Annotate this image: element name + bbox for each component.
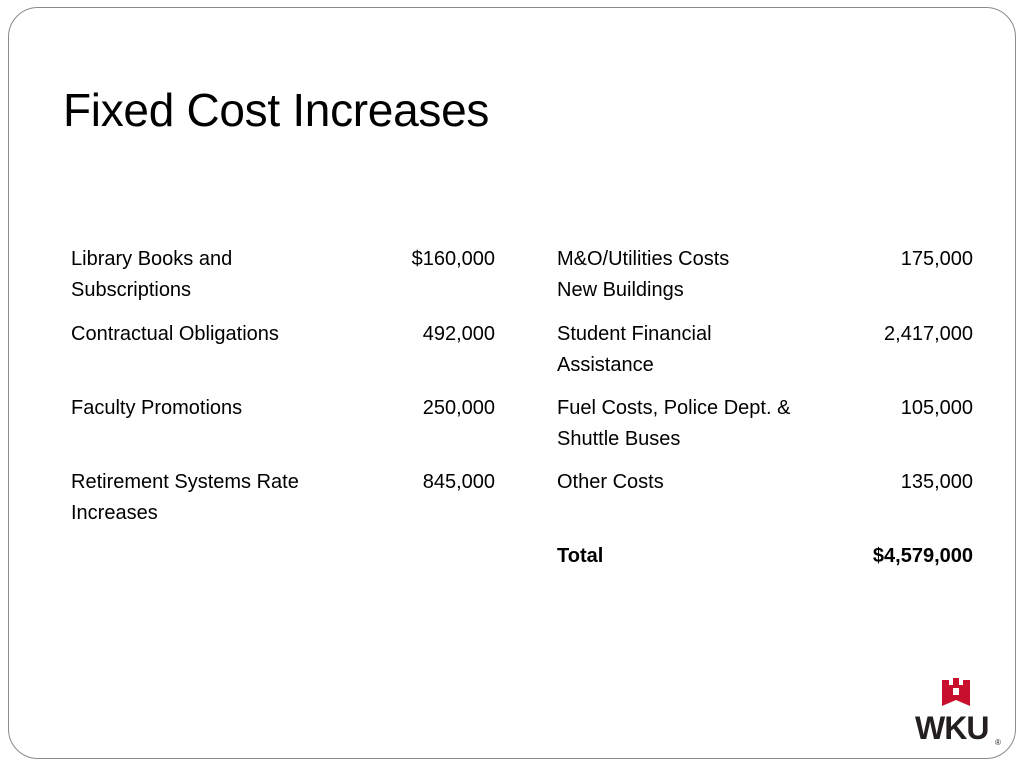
table-row — [557, 393, 973, 467]
cost-amount: 845,000 — [422, 471, 495, 493]
table-row — [557, 319, 973, 393]
wku-logo — [915, 674, 1001, 750]
cost-label: Student Financial Assistance — [557, 323, 712, 376]
table-row — [71, 467, 495, 541]
cost-table-left — [71, 244, 495, 541]
slide-title: Fixed Cost Increases — [63, 84, 490, 136]
cost-amount: $160,000 — [411, 248, 495, 270]
cost-label: Library Books and Subscriptions — [71, 248, 233, 301]
cost-amount: 175,000 — [900, 248, 973, 270]
table-row — [71, 393, 495, 467]
total-row — [557, 541, 973, 572]
cost-label: Faculty Promotions — [71, 397, 243, 419]
table-row — [557, 467, 973, 541]
cost-amount: 105,000 — [900, 397, 973, 419]
red-towel-icon — [915, 674, 1001, 710]
total-amount: $4,579,000 — [872, 545, 973, 567]
table-row — [71, 319, 495, 393]
cost-label: M&O/Utilities Costs New Buildings — [557, 248, 730, 301]
cost-label: Contractual Obligations — [71, 323, 279, 345]
table-row — [557, 244, 973, 319]
wku-wordmark: WKU — [915, 710, 989, 746]
total-label: Total — [557, 545, 604, 567]
cost-amount: 2,417,000 — [884, 323, 973, 345]
slide — [8, 7, 1016, 759]
cost-label: Other Costs — [557, 471, 664, 493]
cost-label: Retirement Systems Rate Increases — [71, 471, 299, 524]
cost-table-right — [557, 244, 973, 572]
cost-amount: 250,000 — [422, 397, 495, 419]
cost-amount: 135,000 — [900, 471, 973, 493]
cost-label: Fuel Costs, Police Dept. & Shuttle Buses — [557, 397, 791, 450]
cost-amount: 492,000 — [422, 323, 495, 345]
registered-mark: ® — [995, 738, 1001, 747]
table-row — [71, 244, 495, 319]
